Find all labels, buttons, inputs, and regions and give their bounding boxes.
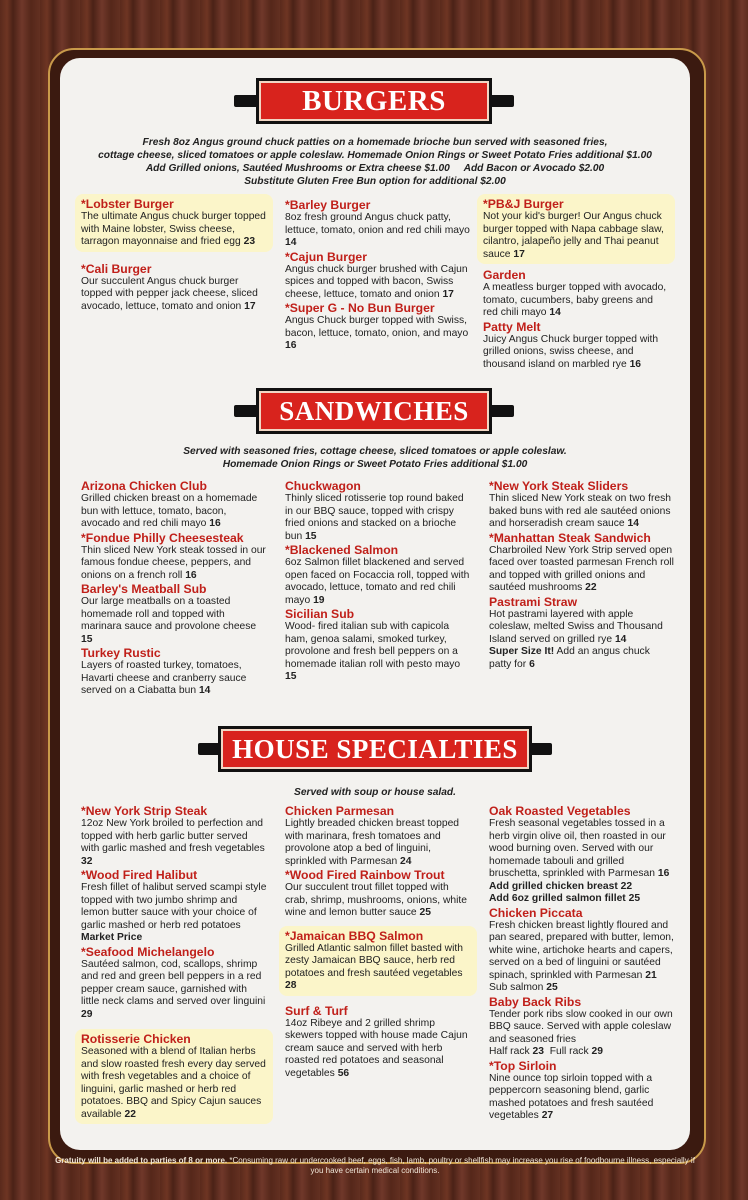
menu-item: [483, 320, 669, 372]
item-desc: [483, 211, 669, 261]
item-desc: [483, 334, 669, 372]
desc-text: Angus chuck burger brushed with Cajun spices and topped with bacon, Swiss cheese, lettuce, tomato and onion: [285, 263, 468, 300]
item-name: Surf & Turf: [285, 1003, 348, 1018]
intro-line: cottage cheese, sliced tomatoes or apple coleslaw. Homemade Onion Rings or Sweet Potato Fries additional $1.00: [98, 150, 652, 161]
item-price: 21: [645, 969, 657, 981]
item-desc: [285, 818, 471, 868]
menu-item: [489, 1059, 675, 1123]
item-price: 16: [285, 340, 297, 351]
item-desc: [489, 545, 675, 595]
item-price: 14: [198, 685, 211, 696]
item-desc: [285, 212, 471, 250]
desc-text: A meatless burger topped with avocado, tomato, cucumbers, baby greens and red chili mayo: [483, 282, 667, 318]
item-desc: [489, 1009, 675, 1047]
menu-item: [81, 262, 267, 314]
item-desc: [81, 211, 267, 249]
item-name: *PB&J Burger: [483, 197, 564, 211]
item-name: Chicken Piccata: [489, 905, 583, 920]
half-rack-price: 23: [532, 1046, 544, 1057]
desc-text: Tender pork ribs slow cooked in our own BBQ sauce. Served with apple coleslaw and seasoned fries: [489, 1008, 673, 1045]
menu-item: [489, 804, 675, 906]
menu-item: [285, 250, 471, 302]
item-name: Oak Roasted Vegetables: [489, 804, 631, 818]
item-price: 17: [442, 288, 454, 300]
super-size-line: [489, 646, 675, 671]
item-name: *Cajun Burger: [285, 249, 367, 264]
desc-text: Juicy Angus Chuck burger topped with grilled onions, swiss cheese, and thousand island on marbled rye: [483, 333, 659, 370]
desc-text: Grilled Atlantic salmon fillet basted with zesty Jamaican BBQ sauce, herb red potatoes and fresh sautéed vegetables: [285, 942, 463, 979]
menu-item: [81, 531, 267, 583]
item-price: 19: [313, 594, 325, 606]
super-size-desc: Add an angus chuck patty for: [489, 646, 650, 670]
burgers-intro: [60, 136, 690, 188]
item-name: *Barley Burger: [285, 198, 371, 212]
menu-item: [285, 868, 471, 920]
consumption-warning: *Consuming raw or undercooked beef, eggs, fish, lamb, poultry or shellfish may increase you rise of foodbourne illness, especially if you have certain medical conditions.: [229, 1156, 695, 1175]
desc-text: 8oz fresh ground Angus chuck patty, lettuce, tomato, onion and red chili mayo: [285, 212, 470, 236]
specialties-col-3: [489, 804, 675, 1123]
item-name: *Jamaican BBQ Salmon: [285, 928, 424, 943]
item-name: *Blackened Salmon: [285, 543, 399, 557]
item-price: 17: [513, 248, 525, 260]
menu-item: [81, 479, 267, 531]
item-desc: [81, 545, 267, 583]
menu-item: [75, 1029, 273, 1124]
item-name: *Fondue Philly Cheesesteak: [81, 530, 244, 545]
item-name: Patty Melt: [483, 319, 541, 334]
item-name: Rotisserie Chicken: [81, 1032, 191, 1046]
item-price: 15: [81, 633, 93, 645]
desc-text: Thin sliced New York steak on two fresh baked buns with red ale sautéed onions and horseradish cream sauce: [489, 493, 672, 529]
menu-panel: [60, 58, 690, 1150]
item-desc: [285, 943, 471, 993]
item-desc: [285, 315, 471, 353]
add-chicken-option: Add grilled chicken breast 22: [489, 880, 633, 892]
item-desc: [81, 882, 267, 945]
specialties-title: HOUSE SPECIALTIES: [218, 726, 532, 772]
desc-text: Charbroiled New York Strip served open faced over toasted parmesan French roll and topped with grilled onions and sautéed mushrooms: [489, 544, 674, 593]
item-name: *Seafood Michelangelo: [81, 944, 215, 959]
item-price: 22: [124, 1108, 136, 1120]
item-name: *Super G - No Bun Burger: [285, 301, 435, 315]
item-price: 14: [627, 518, 639, 529]
menu-item: [489, 531, 675, 595]
specialties-col-2: [285, 804, 471, 1080]
item-price: 14: [614, 633, 627, 645]
menu-item: [483, 268, 669, 320]
item-price: 16: [629, 358, 642, 370]
intro-line: Fresh 8oz Angus ground chuck patties on a homemade brioche bun served with seasoned fries,: [142, 137, 608, 148]
desc-text: Lightly breaded chicken breast topped with marinara, fresh tomatoes and provolone atop a bed of linguini, sprinkled with Parmesan: [285, 818, 460, 867]
desc-text: The ultimate Angus chuck burger topped with Maine lobster, Swiss cheese, tarragon mayonnaise and fried egg: [81, 211, 266, 247]
desc-text: Sautéed salmon, cod, scallops, shrimp and red and green bell peppers in a red pepper cream sauce, garnished with little neck clams and served over linguini: [81, 958, 266, 1007]
item-name: Chicken Parmesan: [285, 804, 395, 818]
item-desc: [489, 609, 675, 647]
menu-item: [285, 804, 471, 868]
item-price: 22: [585, 582, 597, 593]
item-desc: [81, 596, 267, 646]
desc-text: Grilled chicken breast on a homemade bun with lettuce, tomato, bacon, avocado and red chili mayo: [81, 493, 258, 529]
item-price: 32: [81, 855, 93, 867]
item-name: Baby Back Ribs: [489, 994, 582, 1009]
item-price: 14: [285, 237, 297, 248]
full-rack-price: 29: [591, 1046, 603, 1057]
menu-item: [285, 543, 471, 607]
item-name: Garden: [483, 268, 526, 282]
item-desc: [81, 818, 267, 868]
intro-line: Served with seasoned fries, cottage cheese, sliced tomatoes or apple coleslaw.: [183, 446, 567, 457]
menu-item: [75, 194, 273, 252]
sandwiches-title: SANDWICHES: [256, 388, 492, 434]
desc-text: 14oz Ribeye and 2 grilled shrimp skewers topped with house made Cajun cream sauce and served with herb roasted red potatoes and seasonal vegetables: [285, 1017, 468, 1079]
item-desc: [285, 1018, 471, 1081]
sandwiches-col-3: [489, 479, 675, 671]
item-desc: [489, 818, 675, 881]
item-price: 16: [657, 868, 670, 879]
item-desc: [81, 276, 267, 314]
item-desc: [81, 493, 267, 531]
item-name: *Wood Fired Rainbow Trout: [285, 868, 445, 882]
item-name: *Manhattan Steak Sandwich: [489, 530, 651, 545]
sandwiches-col-1: [81, 479, 267, 698]
burgers-header: [60, 78, 690, 126]
desc-text: Fresh fillet of halibut served scampi style topped with two jumbo shrimp and lemon butter sauce with your choice of garlic mashed or herb red potatoes: [81, 882, 267, 931]
menu-item: [285, 198, 471, 250]
item-name: Arizona Chicken Club: [81, 479, 207, 493]
gratuity-note: Gratuity will be added to parties of 8 or more.: [55, 1156, 228, 1165]
item-desc: [489, 920, 675, 995]
menu-item: [279, 926, 477, 996]
item-name: Turkey Rustic: [81, 646, 161, 660]
menu-item: [489, 595, 675, 672]
item-price: 27: [541, 1110, 554, 1121]
burgers-title: BURGERS: [256, 78, 492, 124]
full-rack-label: Full rack: [549, 1046, 589, 1057]
menu-item: [489, 906, 675, 995]
intro-line: Add Grilled onions, Sautéed Mushrooms or Extra cheese $1.00 Add Bacon or Avocado $2.00: [145, 163, 605, 174]
specialties-header: [60, 726, 690, 774]
specialties-intro: [60, 786, 690, 799]
item-name: Pastrami Straw: [489, 594, 578, 609]
burgers-col-3: [483, 194, 669, 371]
desc-text: 12oz New York broiled to perfection and topped with herb garlic butter served with garlic mashed and fresh vegetables: [81, 818, 265, 854]
item-desc: [81, 660, 267, 698]
menu-item: [285, 479, 471, 543]
sandwiches-col-2: [285, 479, 471, 684]
specialties-col-1: [81, 804, 267, 1124]
super-size-price: 6: [529, 658, 535, 670]
desc-text: Wood- fired italian sub with capicola ham, genoa salami, smoked turkey, provolone and fresh bell peppers on a homemade italian roll with pesto mayo: [285, 621, 461, 670]
menu-item: [81, 868, 267, 945]
item-name: Sicilian Sub: [285, 607, 355, 621]
item-name: *Cali Burger: [81, 261, 152, 276]
item-desc: [285, 621, 471, 684]
desc-text: Hot pastrami layered with apple coleslaw, melted Swiss and Thousand Island served on grilled rye: [489, 608, 663, 645]
item-desc: [489, 493, 675, 531]
item-desc: [81, 1046, 267, 1121]
menu-item: [489, 995, 675, 1059]
item-price: 29: [81, 1008, 93, 1020]
intro-line: Homemade Onion Rings or Sweet Potato Fries additional $1.00: [222, 459, 528, 470]
menu-item: [81, 582, 267, 646]
super-size-label: Super Size It!: [489, 646, 555, 657]
item-desc: [285, 882, 471, 920]
item-price: 25: [419, 907, 431, 918]
item-desc: [285, 264, 471, 302]
item-price: 16: [209, 518, 221, 529]
ribs-prices: [489, 1046, 675, 1059]
item-price: 15: [285, 671, 297, 682]
desc-text: Thin sliced New York steak tossed in our famous fondue cheese, peppers, and onions on a french roll: [81, 544, 266, 581]
intro-line: Served with soup or house salad.: [294, 787, 456, 798]
menu-item: [285, 1004, 471, 1081]
item-price: 23: [243, 236, 256, 247]
item-price: 16: [185, 569, 197, 581]
item-name: *Lobster Burger: [81, 197, 174, 211]
sandwiches-intro: [60, 445, 690, 471]
desc-text: Not your kid's burger! Our Angus chuck burger topped with Napa cabbage slaw, cilantro, jalapeño jelly and Thai peanut sauce: [483, 211, 664, 260]
half-rack-label: Half rack: [489, 1046, 530, 1057]
item-name: Barley's Meatball Sub: [81, 582, 207, 596]
desc-text: Fresh chicken breast lightly floured and pan seared, prepared with butter, lemon, white wine, artichoke hearts and capers, served on a bed of linguini or sautéed spinach, sprinkled with Parmesan: [489, 919, 674, 981]
menu-item: [81, 646, 267, 698]
sub-salmon-price: 25: [546, 982, 558, 993]
item-price: 17: [244, 300, 256, 312]
burgers-col-1: [81, 194, 267, 313]
menu-item: [285, 301, 471, 353]
item-price: 28: [285, 980, 297, 991]
menu-item: [477, 194, 675, 264]
menu-item: [81, 945, 267, 1022]
menu-item: [285, 607, 471, 684]
item-desc: [285, 493, 471, 543]
menu-item: [81, 804, 267, 868]
item-desc: [285, 557, 471, 607]
item-price: 24: [400, 855, 412, 867]
sandwiches-header: [60, 388, 690, 436]
item-price: 56: [337, 1067, 350, 1079]
footer-disclaimer: [48, 1156, 702, 1176]
item-price: 15: [305, 530, 317, 542]
desc-text: Nine ounce top sirloin topped with a peppercorn seasoning blend, garlic mashed potatoes and fresh sautéed vegetables: [489, 1072, 654, 1121]
item-name: Chuckwagon: [285, 479, 361, 493]
desc-text: Our succulent Angus chuck burger topped with pepper jack cheese, sliced avocado, lettuce, tomato and onion: [81, 275, 258, 312]
sub-salmon-label: Sub salmon: [489, 982, 544, 993]
add-salmon-option: Add 6oz grilled salmon fillet 25: [489, 893, 641, 904]
desc-text: Thinly sliced rotisserie top round baked in our BBQ sauce, topped with crispy fried onions and stacked on a brioche bun: [285, 493, 464, 542]
item-name: *New York Steak Sliders: [489, 479, 629, 493]
item-desc: [483, 282, 669, 320]
item-desc: [81, 959, 267, 1022]
desc-text: Angus Chuck burger topped with Swiss, bacon, lettuce, tomato, onion, and mayo: [285, 315, 469, 339]
item-desc: [489, 1073, 675, 1123]
desc-text: Layers of roasted turkey, tomatoes, Havarti cheese and cranberry sauce served on a Ciabatta bun: [81, 660, 247, 696]
desc-text: Seasoned with a blend of Italian herbs and slow roasted fresh every day served with fresh vegetables and a choice of linguini, garlic mashed or herb red potatoes. BBQ and Spicy Cajun sauces available: [81, 1046, 266, 1120]
burgers-col-2: [285, 198, 471, 353]
item-price: 14: [549, 307, 561, 318]
intro-line: Substitute Gluten Free Bun option for additional $2.00: [244, 176, 506, 187]
desc-text: Our large meatballs on a toasted homemade roll and topped with marinara sauce and provolone cheese: [81, 596, 257, 632]
desc-text: 6oz Salmon fillet blackened and served open faced on Focaccia roll, topped with avocado, lettuce, tomato and red chili mayo: [285, 557, 470, 606]
item-name: *Wood Fired Halibut: [81, 868, 198, 882]
desc-text: Our succulent trout fillet topped with crab, shrimp, mushrooms, onions, white wine and lemon butter sauce: [285, 882, 467, 918]
menu-item: [489, 479, 675, 531]
item-price: Market Price: [81, 932, 143, 943]
item-name: *New York Strip Steak: [81, 804, 208, 818]
item-name: *Top Sirloin: [489, 1058, 557, 1073]
desc-text: Fresh seasonal vegetables tossed in a herb virgin olive oil, then roasted in our wood burning oven. Served with our homemade tabouli and grilled bruschetta, sprinkled with Parmesan: [489, 818, 666, 879]
